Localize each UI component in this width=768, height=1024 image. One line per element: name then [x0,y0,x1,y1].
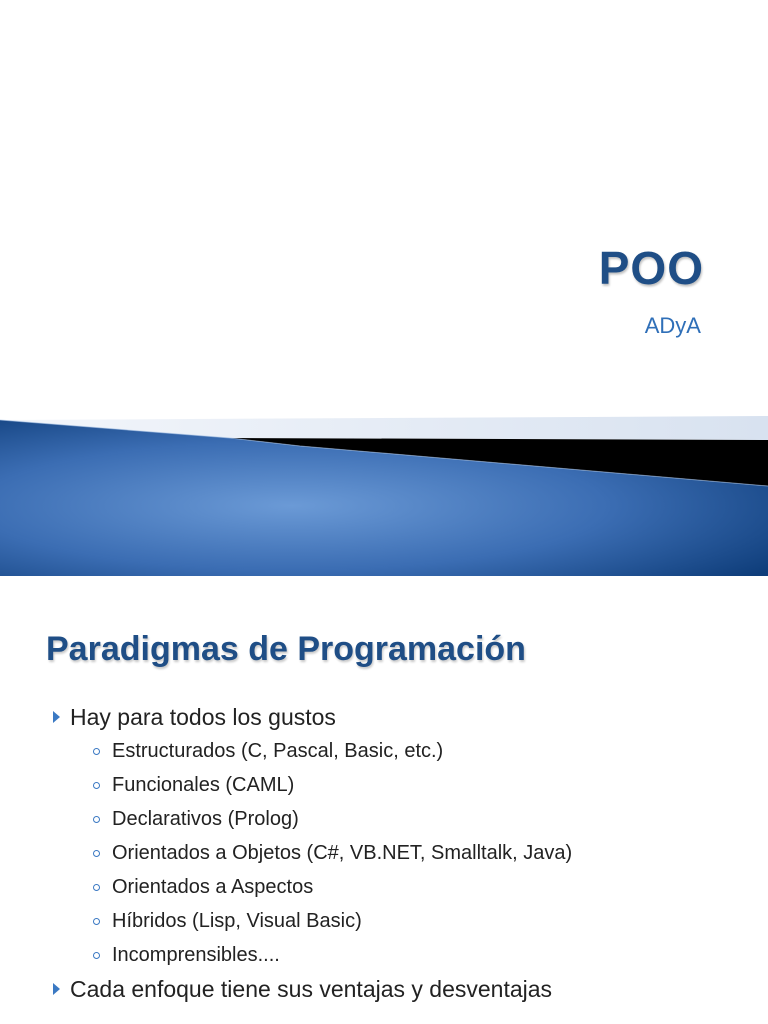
circle-bullet-icon [93,816,100,823]
circle-bullet-icon [93,782,100,789]
triangle-bullet-icon [53,711,60,723]
content-title: Paradigmas de Programación [46,630,526,668]
circle-bullet-icon [93,884,100,891]
sub-bullet-text: Híbridos (Lisp, Visual Basic) [112,910,362,932]
bullet-list [50,700,750,1006]
slide-title: POO [598,242,704,294]
bullet-text: Cada enfoque tiene sus ventajas y desventajas [70,976,553,1002]
triangle-bullet-icon [53,983,60,995]
circle-bullet-icon [93,748,100,755]
list-item [70,802,750,836]
sub-bullet-list [70,734,750,972]
sub-bullet-text: Estructurados (C, Pascal, Basic, etc.) [112,740,444,762]
list-item [70,768,750,802]
list-item [50,972,750,1006]
list-item [70,870,750,904]
sub-bullet-text: Orientados a Objetos (C#, VB.NET, Smalltalk, Java) [112,842,573,864]
list-item [70,904,750,938]
sub-bullet-text: Declarativos (Prolog) [112,808,299,830]
list-item [70,938,750,972]
circle-bullet-icon [93,850,100,857]
slide-subtitle: ADyA [644,313,701,338]
list-item [70,734,750,768]
list-item [70,836,750,870]
content-slide [0,576,768,1024]
sub-bullet-text: Orientados a Aspectos [112,876,314,898]
sub-bullet-text: Funcionales (CAML) [112,774,295,796]
decorative-banner [0,400,768,576]
circle-bullet-icon [93,952,100,959]
bullet-text: Hay para todos los gustos [70,704,336,730]
circle-bullet-icon [93,918,100,925]
list-item [50,700,750,972]
sub-bullet-text: Incomprensibles.... [112,944,280,966]
